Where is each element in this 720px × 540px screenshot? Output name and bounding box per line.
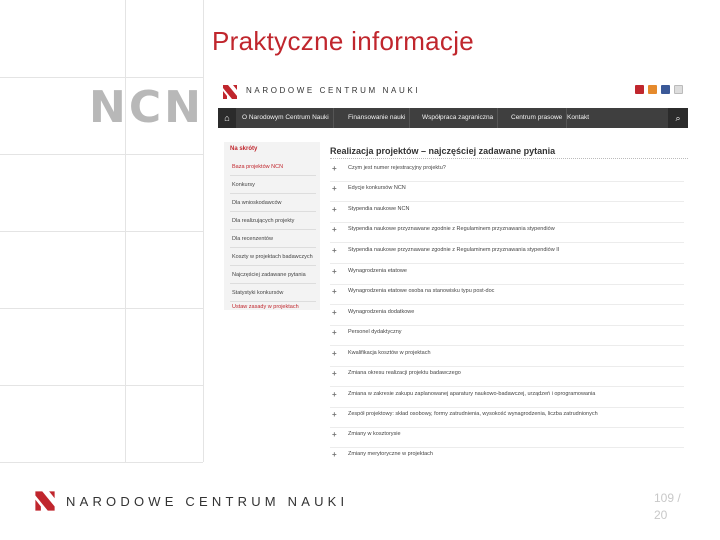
page-number [654,490,694,524]
faq-question[interactable]: Zmiany w kosztorysie [348,431,401,437]
nav-item-international[interactable]: Współpraca zagraniczna [418,108,498,128]
faq-item[interactable] [330,182,688,196]
sidebar-item[interactable]: Dla realizujących projekty [232,218,295,224]
facebook-icon[interactable] [661,85,670,94]
home-icon[interactable]: ⌂ [218,108,236,128]
divider [330,386,684,387]
main-navbar [218,108,688,128]
divider [330,158,688,159]
expand-icon[interactable]: + [332,308,337,317]
nav-item-about[interactable]: O Narodowym Centrum Nauki [238,108,334,128]
divider [230,193,316,194]
faq-question[interactable]: Wynagrodzenia etatowe osoba na stanowisku typu post-doc [348,288,495,294]
faq-item[interactable] [330,265,688,279]
faq-question[interactable]: Personel dydaktyczny [348,329,402,335]
ncn-watermark: NCN [89,82,204,133]
faq-item[interactable] [330,203,688,217]
sidebar-item[interactable]: Dla wnioskodawców [232,200,282,206]
expand-icon[interactable]: + [332,287,337,296]
sidebar [224,142,320,310]
divider [330,201,684,202]
sidebar-item[interactable]: Statystyki konkursów [232,290,284,296]
footer-brand: NARODOWE CENTRUM NAUKI [66,494,349,509]
divider [230,247,316,248]
grid-line [0,462,203,463]
divider [330,304,684,305]
divider [330,242,684,243]
faq-item[interactable] [330,162,688,176]
faq-question[interactable]: Kwalifikacja kosztów w projektach [348,350,431,356]
sidebar-item[interactable]: Koszty w projektach badawczych [232,254,313,260]
expand-icon[interactable]: + [332,205,337,214]
faq-item[interactable] [330,326,688,340]
faq-question[interactable]: Wynagrodzenia dodatkowe [348,309,415,315]
divider [230,265,316,266]
page-number-line2: 20 [654,508,668,522]
expand-icon[interactable]: + [332,164,337,173]
faq-item[interactable] [330,285,688,299]
rss-icon[interactable] [648,85,657,94]
faq-question[interactable]: Stypendia naukowe przyznawane zgodnie z Regulaminem przyznawania stypendiów II [348,247,560,253]
sidebar-item[interactable]: Konkursy [232,182,255,188]
faq-question[interactable]: Stypendia naukowe NCN [348,206,410,212]
slide-title: Praktyczne informacje [212,26,475,56]
expand-icon[interactable]: + [332,225,337,234]
sidebar-item[interactable]: Baza projektów NCN [232,164,284,170]
faq-item[interactable] [330,448,688,462]
faq-question[interactable]: Zmiana w zakresie zakupu zaplanowanej aparatury naukowo-badawczej, urządzeń i oprogramowania [348,391,596,397]
content-title: Realizacja projektów – najczęściej zadawane pytania [330,146,556,156]
grid-line [0,231,203,232]
expand-icon[interactable]: + [332,390,337,399]
nav-item-funding[interactable]: Finansowanie nauki [344,108,410,128]
grid-line [0,154,203,155]
faq-question[interactable]: Czym jest numer rejestracyjny projektu? [348,165,446,171]
faq-question[interactable]: Wynagrodzenia etatowe [348,268,407,274]
expand-icon[interactable]: + [332,369,337,378]
divider [230,229,316,230]
expand-icon[interactable]: + [332,184,337,193]
site-logo-text[interactable]: NARODOWE CENTRUM NAUKI [246,86,421,95]
faq-item[interactable] [330,388,688,402]
divider [330,345,684,346]
faq-question[interactable]: Zespół projektowy: skład osobowy, formy zatrudnienia, wysokość wynagrodzenia, liczba zatrudnionych [348,411,598,417]
faq-item[interactable] [330,244,688,258]
page-number-line1: 109 / [654,491,681,505]
faq-question[interactable]: Edycje konkursów NCN [348,185,406,191]
faq-item[interactable] [330,347,688,361]
expand-icon[interactable]: + [332,450,337,459]
ncn-logo-icon [34,490,56,512]
grid-line [0,385,203,386]
expand-icon[interactable]: + [332,246,337,255]
nav-item-press[interactable]: Centrum prasowe [507,108,567,128]
nav-item-contact[interactable]: Kontakt [567,114,590,121]
expand-icon[interactable]: + [332,410,337,419]
expand-icon[interactable]: + [332,430,337,439]
expand-icon[interactable]: + [332,349,337,358]
divider [230,301,316,302]
share-icon[interactable] [674,85,683,94]
site-header [218,76,688,106]
divider [230,211,316,212]
faq-item[interactable] [330,408,688,422]
grid-line [203,0,204,462]
ncn-logo-icon [222,84,238,100]
faq-item[interactable] [330,367,688,381]
faq-item[interactable] [330,223,688,237]
sidebar-item[interactable]: Dla recenzentów [232,236,273,242]
sidebar-item[interactable]: Ustaw zasady w projektach [232,304,299,310]
website-screenshot [218,76,688,462]
sidebar-title: Na skróty [230,146,258,152]
search-icon[interactable]: ⌕ [668,108,688,128]
expand-icon[interactable]: + [332,328,337,337]
divider [230,283,316,284]
divider [330,263,684,264]
faq-item[interactable] [330,428,688,442]
sidebar-item[interactable]: Najczęściej zadawane pytania [232,272,306,278]
faq-item[interactable] [330,306,688,320]
faq-question[interactable]: Stypendia naukowe przyznawane zgodnie z Regulaminem przyznawania stypendiów [348,226,555,232]
mail-icon[interactable] [635,85,644,94]
faq-question[interactable]: Zmiany merytoryczne w projektach [348,451,433,457]
faq-question[interactable]: Zmiana okresu realizacji projektu badawczego [348,370,461,376]
grid-line [0,77,203,78]
expand-icon[interactable]: + [332,267,337,276]
grid-line [0,308,203,309]
divider [230,175,316,176]
